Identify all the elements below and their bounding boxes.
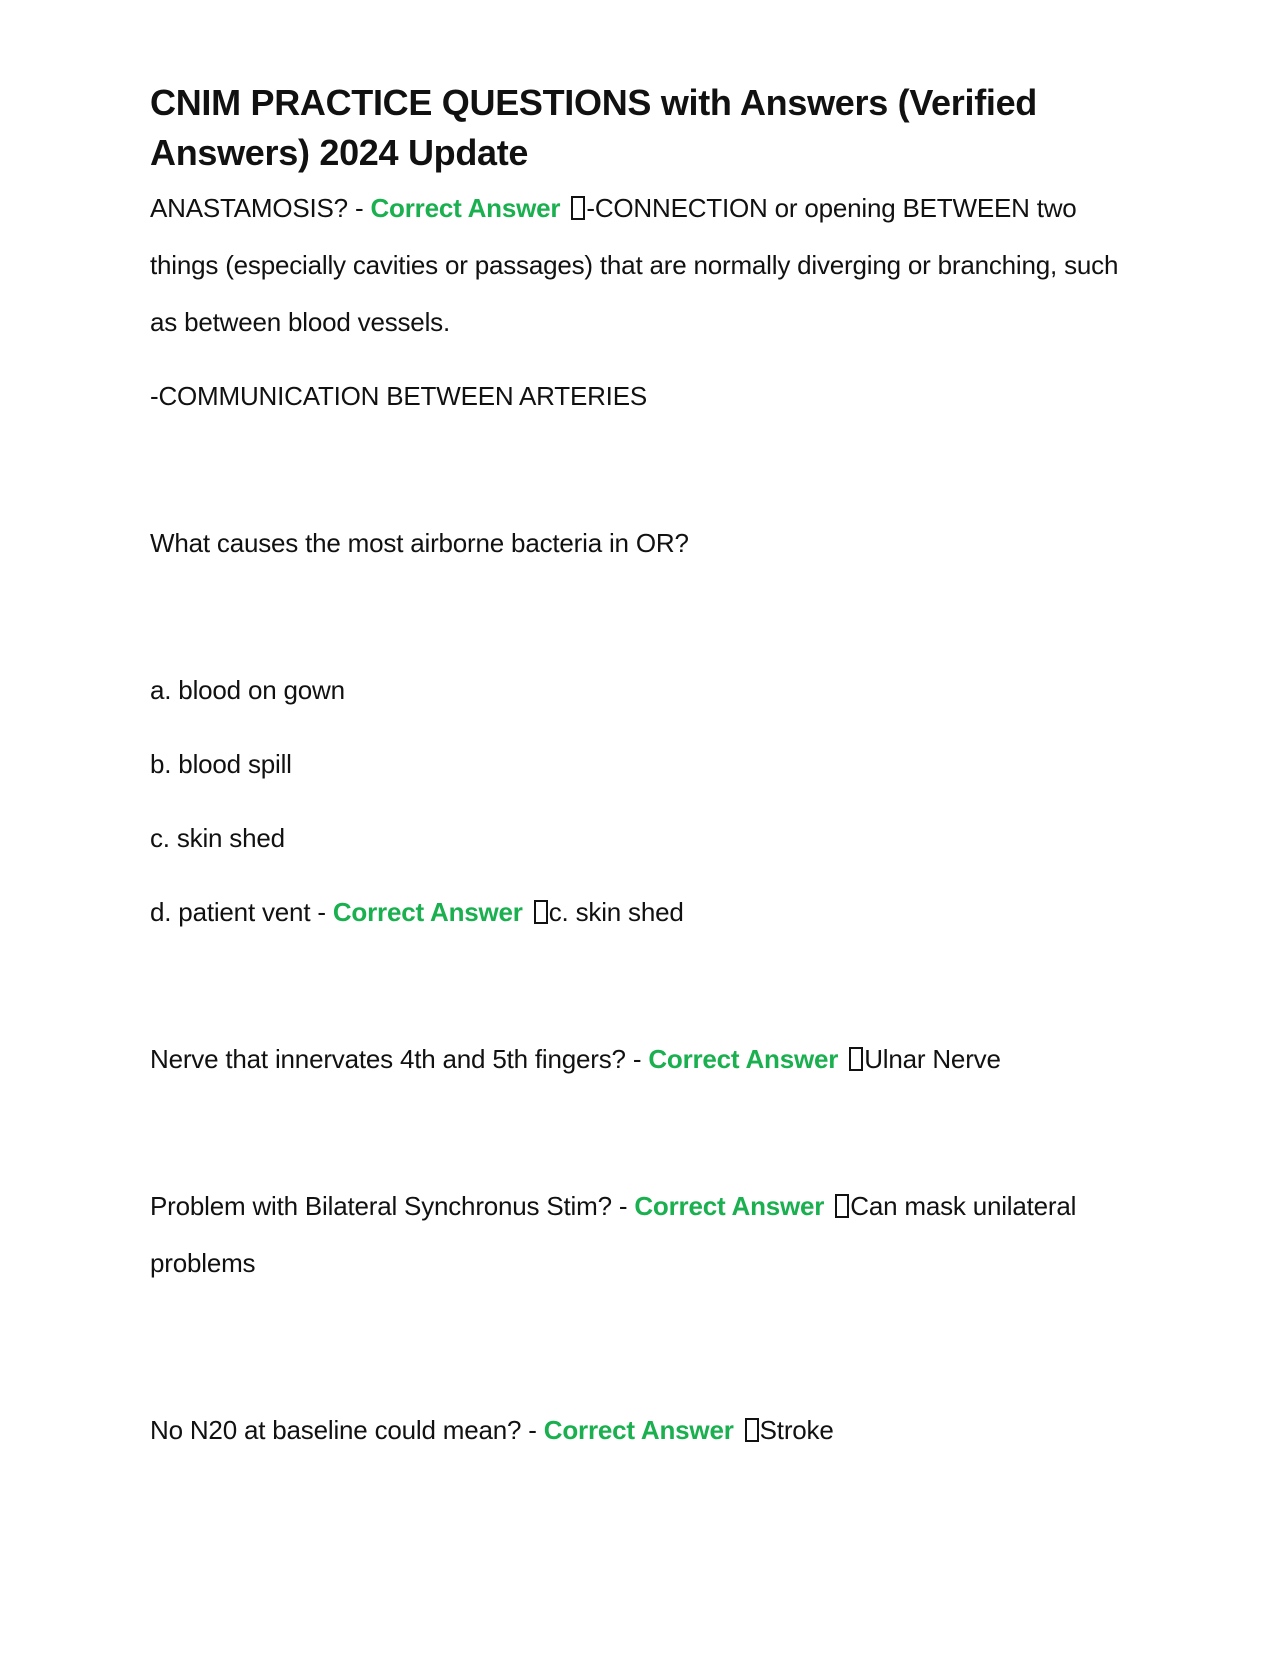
answer-extra-line: -COMMUNICATION BETWEEN ARTERIES — [150, 381, 647, 411]
missing-glyph-box-icon — [745, 1418, 759, 1442]
missing-glyph-box-icon — [849, 1047, 863, 1071]
separator: - — [310, 897, 333, 927]
correct-answer-label: Correct Answer — [332, 897, 523, 927]
answer-text: c. skin shed — [548, 897, 684, 927]
document-title: CNIM PRACTICE QUESTIONS with Answers (Verified Answers) 2024 Update — [150, 82, 1037, 173]
answer-text: Can mask unilateral problems — [150, 1191, 1077, 1278]
option-b: b. blood spill — [150, 749, 292, 779]
correct-answer-label: Correct Answer — [634, 1191, 825, 1221]
question-text: No N20 at baseline could mean? — [150, 1415, 522, 1445]
correct-answer-label: Correct Answer — [648, 1044, 839, 1074]
question-airborne-bacteria: What causes the most airborne bacteria in OR? — [150, 528, 689, 558]
option-c: c. skin shed — [150, 823, 285, 853]
answer-text: Ulnar Nerve — [864, 1044, 1001, 1074]
qa-bilateral-stim — [150, 1178, 1130, 1292]
qa-n20-baseline — [150, 1402, 1130, 1459]
question-text: Nerve that innervates 4th and 5th fingers? — [150, 1044, 626, 1074]
option-a: a. blood on gown — [150, 675, 345, 705]
qa-anastamosis — [150, 180, 1130, 351]
correct-answer-label: Correct Answer — [370, 193, 561, 223]
missing-glyph-box-icon — [835, 1194, 849, 1218]
missing-glyph-box-icon — [534, 900, 548, 924]
answer-text: -CONNECTION or opening BETWEEN two things (especially cavities or passages) that are normally diverging or branching, such as between blood vessels. — [150, 193, 1119, 337]
question-text: Problem with Bilateral Synchronus Stim? — [150, 1191, 612, 1221]
separator: - — [521, 1415, 544, 1445]
option-d: d. patient vent — [150, 897, 311, 927]
separator: - — [347, 193, 371, 223]
missing-glyph-box-icon — [571, 196, 585, 220]
question-text: ANASTAMOSIS? — [150, 193, 348, 223]
separator: - — [625, 1044, 649, 1074]
qa-nerve-fingers — [150, 1031, 1130, 1088]
answer-text: Stroke — [759, 1415, 834, 1445]
correct-answer-label: Correct Answer — [543, 1415, 734, 1445]
option-d-with-answer — [150, 884, 1130, 941]
separator: - — [611, 1191, 635, 1221]
